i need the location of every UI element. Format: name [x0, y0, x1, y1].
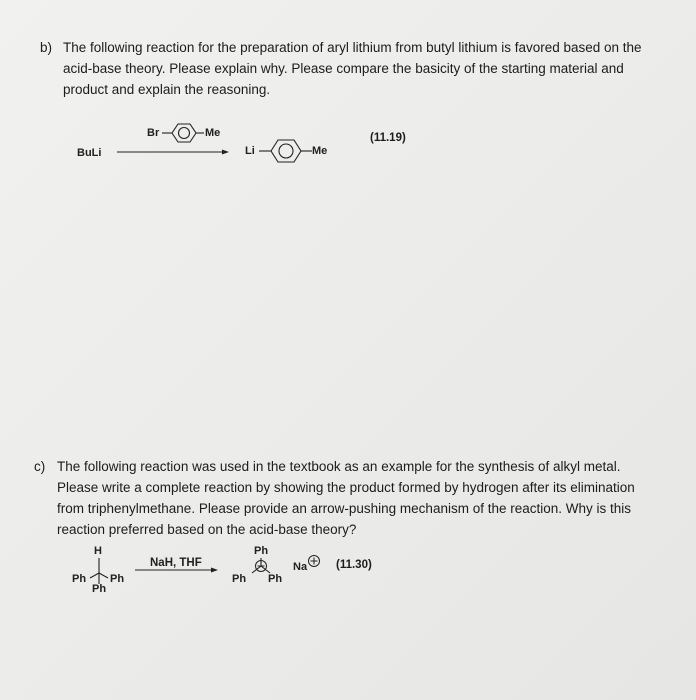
- question-b-line: product and explain the reasoning.: [63, 82, 271, 97]
- reaction-b-arrowhead: [222, 150, 229, 155]
- reactant-ph-left: Ph: [72, 573, 87, 585]
- question-c-line: The following reaction was used in the textbook as an example for the synthesis of alkyl metal.: [57, 459, 621, 474]
- reactant-h: H: [94, 545, 102, 557]
- reagent-me: Me: [205, 127, 221, 139]
- reagent-benzene-ring: [162, 124, 204, 142]
- question-b-line: acid-base theory. Please explain why. Please compare the basicity of the starting material and: [63, 61, 624, 76]
- equation-number-c: (11.30): [336, 559, 372, 571]
- question-c-line: from triphenylmethane. Please provide an arrow-pushing mechanism of the reaction. Why is this: [57, 501, 632, 516]
- question-b-label: b): [40, 40, 53, 55]
- product-ph-right: Ph: [268, 573, 283, 585]
- question-c-line: Please write a complete reaction by showing the product formed by hydrogen after its elimination: [57, 480, 635, 495]
- question-b-line: The following reaction for the preparation of aryl lithium from butyl lithium is favored based on the: [63, 40, 642, 55]
- product-benzene-ring: [259, 140, 312, 162]
- positive-charge-icon: [309, 556, 320, 567]
- product-ph-top: Ph: [254, 545, 269, 557]
- product-li: Li: [245, 145, 255, 157]
- reaction-c-arrowhead: [211, 568, 218, 573]
- reactant-ph-bottom: Ph: [92, 583, 107, 595]
- reagent-nah-thf: NaH, THF: [150, 557, 202, 569]
- triphenylmethane-skeleton: [90, 558, 108, 584]
- question-c-text: [57, 456, 635, 540]
- equation-number-b: (11.19): [370, 132, 406, 144]
- product-ph-left: Ph: [232, 573, 247, 585]
- question-c-label: c): [34, 459, 46, 474]
- question-c-line: reaction preferred based on the acid-base theory?: [57, 522, 357, 537]
- reagent-br: Br: [147, 127, 160, 139]
- reactant-buli: BuLi: [77, 147, 102, 159]
- reactant-ph-right: Ph: [110, 573, 125, 585]
- counterion-na: Na: [293, 561, 308, 573]
- product-me: Me: [312, 145, 328, 157]
